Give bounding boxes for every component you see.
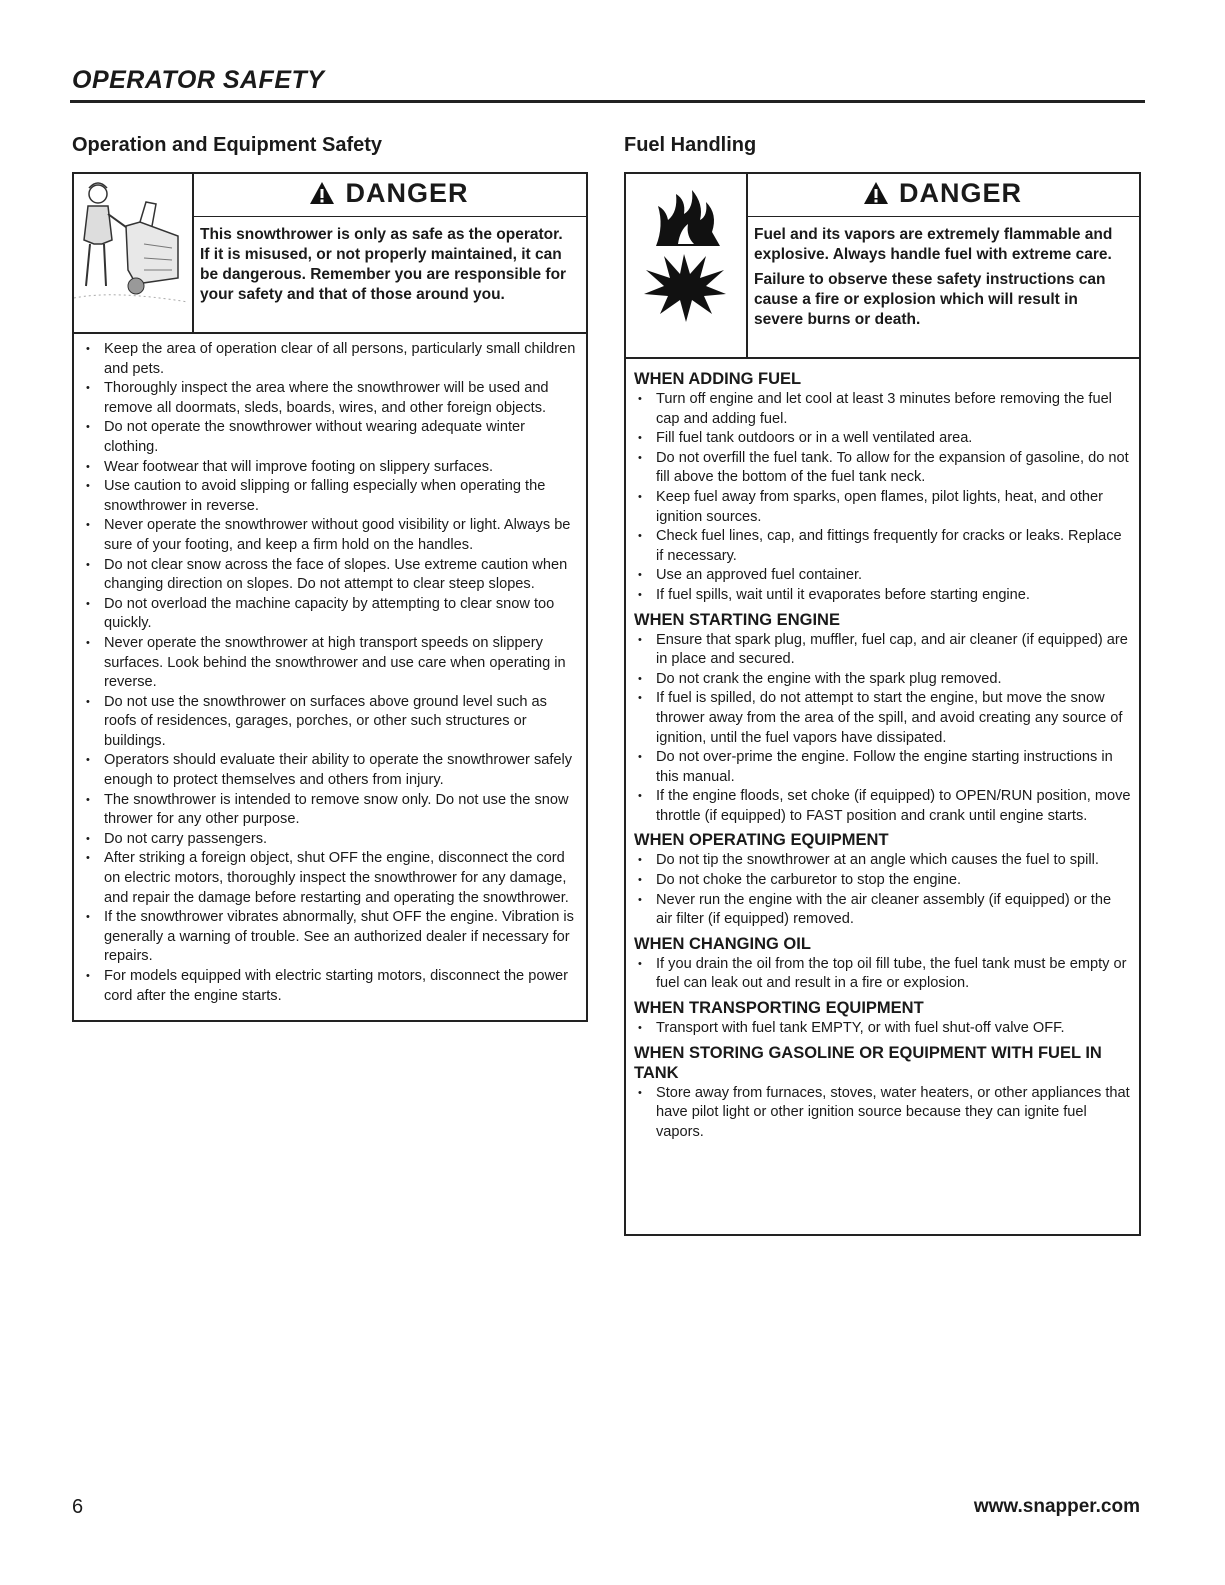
fuel-handling-sections <box>626 365 1131 1142</box>
list-item: • Do not choke the carburetor to stop the engine. <box>626 871 1131 891</box>
list-item: • Do not operate the snowthrower without wearing adequate winter clothing. <box>74 418 578 457</box>
list-item: • Ensure that spark plug, muffler, fuel cap, and air cleaner (if equipped) are in place and secured. <box>626 631 1131 670</box>
fuel-danger-header <box>626 174 1139 359</box>
danger-message: This snowthrower is only as safe as the operator. If it is misused, or not properly maintained, it can be dangerous. Remember you are responsible for your safety and that of those around you. <box>200 226 567 303</box>
fire-explosion-illustration <box>626 174 748 357</box>
section-heading: WHEN STORING GASOLINE OR EQUIPMENT WITH FUEL IN TANK <box>634 1043 1102 1082</box>
list-item: • Never operate the snowthrower at high transport speeds on slippery surfaces. Look behind the snowthrower and use care when operating in reverse. <box>74 634 578 693</box>
fuel-danger-text <box>754 225 1129 335</box>
list-item: • Check fuel lines, cap, and fittings frequently for cracks or leaks. Replace if necessary. <box>626 527 1131 566</box>
list-item: • Do not overfill the fuel tank. To allow for the expansion of gasoline, do not fill above the bottom of the fuel tank neck. <box>626 449 1131 488</box>
section-heading: WHEN ADDING FUEL <box>634 370 802 388</box>
list-item: • Keep fuel away from sparks, open flames, pilot lights, heat, and other ignition sources. <box>626 488 1131 527</box>
list-item: • Transport with fuel tank EMPTY, or with fuel shut-off valve OFF. <box>626 1019 1131 1039</box>
list-item: • If fuel is spilled, do not attempt to start the engine, but move the snow thrower away from the area of the spill, and avoid creating any source of ignition, until the fuel vapors have dissipated. <box>626 689 1131 748</box>
section-heading: WHEN CHANGING OIL <box>634 934 811 953</box>
list-item: • Thoroughly inspect the area where the snowthrower will be used and remove all doormats, sleds, boards, wires, and other foreign objects. <box>74 379 578 418</box>
list-item: • Do not crank the engine with the spark plug removed. <box>626 670 1131 690</box>
fuel-danger-panel <box>746 174 1139 357</box>
title-rule <box>70 100 1145 103</box>
list-item: • Fill fuel tank outdoors or in a well ventilated area. <box>626 429 1131 449</box>
section-list <box>626 1019 1131 1039</box>
list-item: • Do not tip the snowthrower at an angle which causes the fuel to spill. <box>626 851 1131 871</box>
page-number: 6 <box>72 1496 84 1518</box>
list-item: • Do not clear snow across the face of slopes. Use extreme caution when changing direction on slopes. Do not attempt to clear steep slopes. <box>74 556 578 595</box>
list-item: • Wear footwear that will improve footing on slippery surfaces. <box>74 458 578 478</box>
list-item: • If the snowthrower vibrates abnormally, shut OFF the engine. Vibration is generally a warning of trouble. See an authorized dealer if necessary for repairs. <box>74 908 578 967</box>
section-list <box>626 851 1131 929</box>
danger-text <box>200 225 576 310</box>
fuel-danger-message-1: Fuel and its vapors are extremely flammable and explosive. Always handle fuel with extreme care. <box>754 226 1113 263</box>
list-item: • Use an approved fuel container. <box>626 566 1131 586</box>
left-section-title: Operation and Equipment Safety <box>72 134 383 156</box>
section-heading: WHEN OPERATING EQUIPMENT <box>634 831 889 850</box>
list-item: • Operators should evaluate their ability to operate the snowthrower safely enough to protect themselves and others from injury. <box>74 751 578 790</box>
danger-header <box>74 174 586 334</box>
list-item: • After striking a foreign object, shut OFF the engine, disconnect the cord on electric motors, thoroughly inspect the snowthrower for any damage, and repair the damage before restarting and operating the snowthrower. <box>74 849 578 908</box>
fuel-danger-title <box>746 178 1139 209</box>
list-item: • For models equipped with electric starting motors, disconnect the power cord after the engine starts. <box>74 967 578 1006</box>
explosion-icon <box>626 248 742 328</box>
snowthrower-illustration <box>74 174 194 332</box>
list-item: • If the engine floods, set choke (if equipped) to OPEN/RUN position, move throttle (if equipped) to FAST position and crank until engine starts. <box>626 787 1131 826</box>
operation-safety-list <box>74 340 578 1006</box>
section-list <box>626 390 1131 606</box>
list-item: • Keep the area of operation clear of all persons, particularly small children and pets. <box>74 340 578 379</box>
warning-triangle-icon <box>863 181 889 205</box>
list-item: • Use caution to avoid slipping or falling especially when operating the snowthrower in reverse. <box>74 477 578 516</box>
list-item: • Do not carry passengers. <box>74 830 578 850</box>
list-item: • Store away from furnaces, stoves, water heaters, or other appliances that have pilot light or other ignition source because they can ignite fuel vapors. <box>626 1084 1131 1143</box>
right-section-title: Fuel Handling <box>624 134 757 156</box>
section-list <box>626 955 1131 994</box>
danger-rule <box>192 216 586 217</box>
warning-triangle-icon <box>309 181 335 205</box>
page-title: OPERATOR SAFETY <box>72 66 325 94</box>
list-item: • If fuel spills, wait until it evaporates before starting engine. <box>626 586 1131 606</box>
danger-panel <box>192 174 586 332</box>
list-item: • If you drain the oil from the top oil fill tube, the fuel tank must be empty or fuel can leak out and result in a fire or explosion. <box>626 955 1131 994</box>
fuel-danger-rule <box>746 216 1139 217</box>
list-item: • Do not over-prime the engine. Follow the engine starting instructions in this manual. <box>626 748 1131 787</box>
list-item: • Never run the engine with the air cleaner assembly (if equipped) or the air filter (if equipped) removed. <box>626 891 1131 930</box>
list-item: • The snowthrower is intended to remove snow only. Do not use the snow thrower for any other purpose. <box>74 791 578 830</box>
section-heading: WHEN STARTING ENGINE <box>634 610 840 629</box>
fuel-danger-message-2: Failure to observe these safety instructions can cause a fire or explosion which will result in severe burns or death. <box>754 271 1106 328</box>
website-url: www.snapper.com <box>973 1496 1140 1517</box>
list-item: • Never operate the snowthrower without good visibility or light. Always be sure of your footing, and keep a firm hold on the handles. <box>74 516 578 555</box>
section-heading: WHEN TRANSPORTING EQUIPMENT <box>634 999 924 1018</box>
section-list <box>626 1084 1131 1143</box>
operation-safety-box <box>72 172 588 1022</box>
fuel-danger-label: DANGER <box>898 178 1022 208</box>
fuel-handling-box <box>624 172 1141 1236</box>
list-item: • Do not overload the machine capacity by attempting to clear snow too quickly. <box>74 595 578 634</box>
section-list <box>626 631 1131 827</box>
danger-label: DANGER <box>345 178 469 208</box>
list-item: • Do not use the snowthrower on surfaces above ground level such as roofs of residences, garages, porches, or other such structures or buildings. <box>74 693 578 752</box>
danger-title <box>192 178 586 209</box>
snowthrower-operator-icon <box>74 174 188 328</box>
list-item: • Turn off engine and let cool at least 3 minutes before removing the fuel cap and adding fuel. <box>626 390 1131 429</box>
